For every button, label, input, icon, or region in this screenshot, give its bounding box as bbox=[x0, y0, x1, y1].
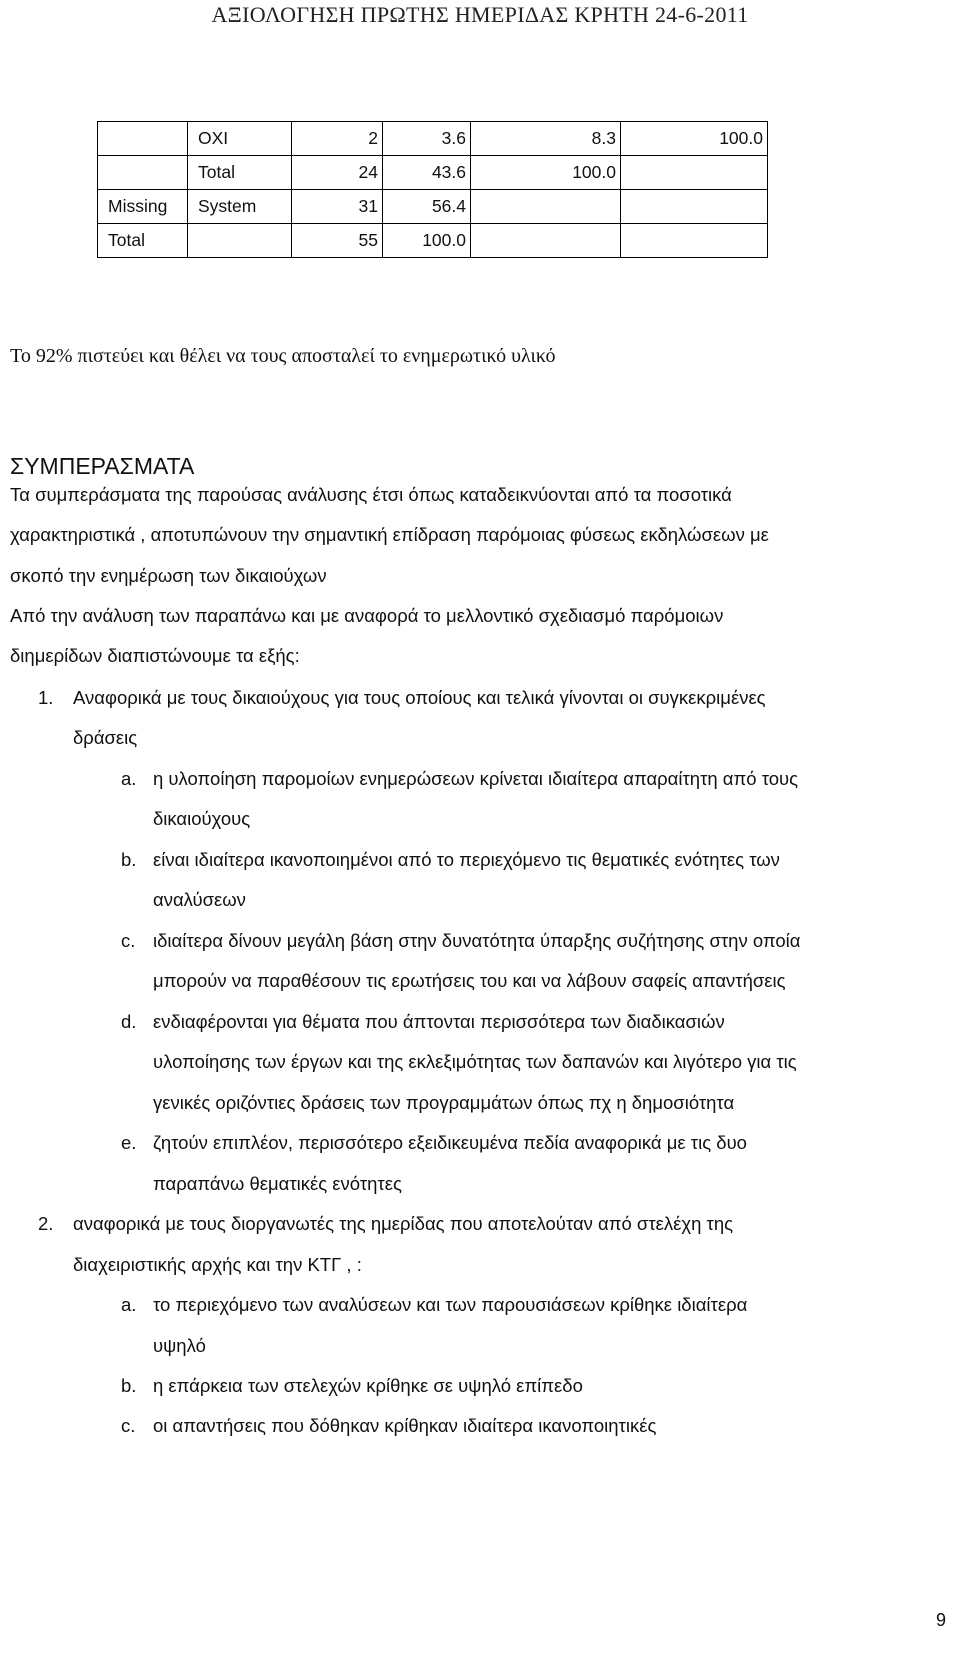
table-cell: Missing bbox=[98, 190, 188, 224]
list-item-line: οι απαντήσεις που δόθηκαν κρίθηκαν ιδιαίτερα ικανοποιητικές bbox=[153, 1415, 657, 1436]
frequency-table bbox=[97, 121, 768, 258]
section-heading: ΣΥΜΠΕΡΑΣΜΑΤΑ bbox=[10, 453, 195, 479]
list-marker: a. bbox=[121, 768, 137, 789]
list-item-line: γενικές οριζόντιες δράσεις των προγραμμάτων όπως πχ η δημοσιότητα bbox=[153, 1092, 735, 1113]
table-cell bbox=[621, 224, 768, 258]
table-cell: ΟΧΙ bbox=[188, 122, 292, 156]
list-item-line: ζητούν επιπλέον, περισσότερο εξειδικευμένα πεδία αναφορικά με τις δυο bbox=[153, 1132, 747, 1153]
table-cell bbox=[621, 190, 768, 224]
table-cell bbox=[471, 190, 621, 224]
table-cell bbox=[98, 156, 188, 190]
list-item-line: αναφορικά με τους διοργανωτές της ημερίδας που αποτελούταν από στελέχη της bbox=[73, 1213, 734, 1234]
paragraph-line: Τα συμπεράσματα της παρούσας ανάλυσης έτσι όπως καταδεικνύονται από τα ποσοτικά bbox=[10, 484, 732, 505]
table-cell bbox=[471, 224, 621, 258]
table-cell bbox=[188, 224, 292, 258]
paragraph-line: Από την ανάλυση των παραπάνω και με αναφορά το μελλοντικό σχεδιασμό παρόμοιων bbox=[10, 605, 724, 626]
list-marker: c. bbox=[121, 1415, 136, 1436]
table-cell: 100.0 bbox=[621, 122, 768, 156]
list-item-line: μπορούν να παραθέσουν τις ερωτήσεις του και να λάβουν σαφείς απαντήσεις bbox=[153, 970, 786, 991]
table-cell bbox=[621, 156, 768, 190]
list-item-line: δράσεις bbox=[73, 727, 138, 748]
list-marker: c. bbox=[121, 930, 136, 951]
list-marker: 1. bbox=[38, 687, 54, 708]
list-item-line: υψηλό bbox=[153, 1335, 206, 1356]
list-item-line: η υλοποίηση παρομοίων ενημερώσεων κρίνεται ιδιαίτερα απαραίτητη από τους bbox=[153, 768, 799, 789]
list-item-line: υλοποίησης των έργων και της εκλεξιμότητας των δαπανών και λιγότερο για τις bbox=[153, 1051, 797, 1072]
table-row bbox=[98, 156, 768, 190]
table-cell: 31 bbox=[292, 190, 383, 224]
table-cell: 3.6 bbox=[383, 122, 471, 156]
table-cell: 8.3 bbox=[471, 122, 621, 156]
list-marker: e. bbox=[121, 1132, 137, 1153]
list-item-line: Αναφορικά με τους δικαιούχους για τους οποίους και τελικά γίνονται οι συγκεκριμένες bbox=[73, 687, 766, 708]
table-row bbox=[98, 224, 768, 258]
list-item-line: παραπάνω θεματικές ενότητες bbox=[153, 1173, 402, 1194]
list-item-line: ιδιαίτερα δίνουν μεγάλη βάση στην δυνατότητα ύπαρξης συζήτησης στην οποία bbox=[153, 930, 801, 951]
list-item-line: αναλύσεων bbox=[153, 889, 246, 910]
list-marker: 2. bbox=[38, 1213, 54, 1234]
table-cell: 100.0 bbox=[383, 224, 471, 258]
list-item-line: δικαιούχους bbox=[153, 808, 251, 829]
table-cell: Total bbox=[98, 224, 188, 258]
table-row bbox=[98, 190, 768, 224]
table-cell: 43.6 bbox=[383, 156, 471, 190]
page-header: ΑΞΙΟΛΟΓΗΣΗ ΠΡΩΤΗΣ ΗΜΕΡΙΔΑΣ ΚΡΗΤΗ 24-6-2011 bbox=[211, 2, 749, 27]
paragraph-line: σκοπό την ενημέρωση των δικαιούχων bbox=[10, 565, 327, 586]
list-marker: a. bbox=[121, 1294, 137, 1315]
paragraph-line: χαρακτηριστικά , αποτυπώνουν την σημαντική επίδραση παρόμοιας φύσεως εκδηλώσεων με bbox=[10, 524, 769, 545]
table-cell: 2 bbox=[292, 122, 383, 156]
list-marker: b. bbox=[121, 1375, 137, 1396]
table-cell: 55 bbox=[292, 224, 383, 258]
list-item-line: διαχειριστικής αρχής και την ΚΤΓ , : bbox=[73, 1254, 362, 1275]
summary-sentence: Το 92% πιστεύει και θέλει να τους αποσταλεί το ενημερωτικό υλικό bbox=[10, 345, 556, 367]
page-number: 9 bbox=[936, 1610, 947, 1630]
table-cell: 24 bbox=[292, 156, 383, 190]
table-cell bbox=[98, 122, 188, 156]
paragraph-line: διημερίδων διαπιστώνουμε τα εξής: bbox=[10, 645, 300, 666]
list-marker: d. bbox=[121, 1011, 137, 1032]
table-row bbox=[98, 122, 768, 156]
table-cell: 56.4 bbox=[383, 190, 471, 224]
list-item-line: το περιεχόμενο των αναλύσεων και των παρουσιάσεων κρίθηκε ιδιαίτερα bbox=[153, 1294, 748, 1315]
list-item-line: ενδιαφέρονται για θέματα που άπτονται περισσότερα των διαδικασιών bbox=[153, 1011, 725, 1032]
list-marker: b. bbox=[121, 849, 137, 870]
table-cell: 100.0 bbox=[471, 156, 621, 190]
list-item-line: είναι ιδιαίτερα ικανοποιημένοι από το περιεχόμενο τις θεματικές ενότητες των bbox=[153, 849, 780, 870]
table-cell: Total bbox=[188, 156, 292, 190]
list-item-line: η επάρκεια των στελεχών κρίθηκε σε υψηλό επίπεδο bbox=[153, 1375, 583, 1396]
table-cell: System bbox=[188, 190, 292, 224]
